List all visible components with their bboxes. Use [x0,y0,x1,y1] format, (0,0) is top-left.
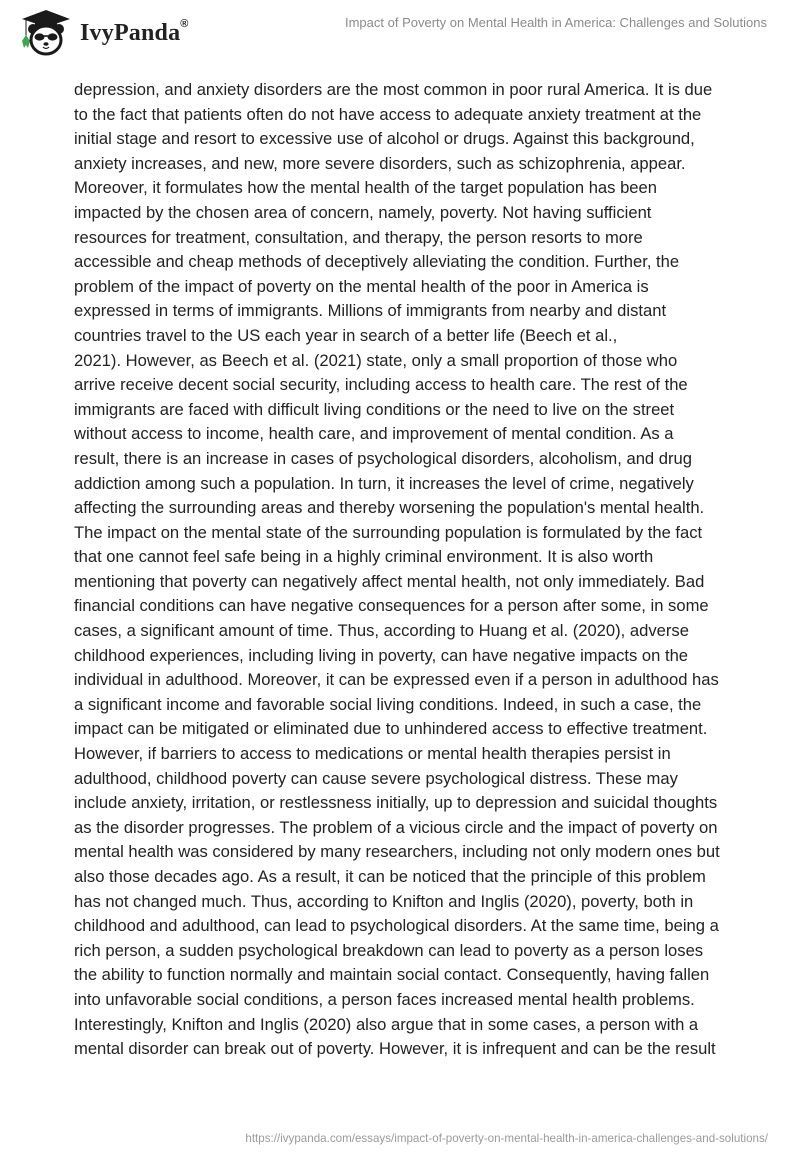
text-line: mental health was considered by many researchers, including not only modern ones but [74,842,720,862]
brand-logo[interactable] [18,8,189,56]
text-line: include anxiety, irritation, or restlessness initially, up to depression and suicidal thoughts [74,793,718,813]
text-line: The impact on the mental state of the surrounding population is formulated by the fact [74,522,703,542]
text-line: that one cannot feel safe being in a highly criminal environment. It is also worth [74,547,654,567]
text-line: childhood experiences, including living in poverty, can have negative impacts on the [74,645,689,665]
text-line: initial stage and resort to excessive use of alcohol or drugs. Against this background, [74,129,695,149]
text-line: problem of the impact of poverty on the mental health of the poor in America is [74,276,649,296]
text-line: without access to income, health care, and improvement of mental condition. As a [74,424,674,444]
text-line: accessible and cheap methods of deceptively alleviating the condition. Further, the [74,252,680,272]
text-line: result, there is an increase in cases of psychological disorders, alcoholism, and drug [74,448,692,468]
text-line: anxiety increases, and new, more severe disorders, such as schizophrenia, appear. [74,153,686,173]
text-line: Moreover, it formulates how the mental health of the target population has been [74,178,657,198]
text-line: impacted by the chosen area of concern, namely, poverty. Not having sufficient [74,202,652,222]
text-line: However, if barriers to access to medications or mental health therapies persist in [74,744,671,764]
text-line: cases, a significant amount of time. Thus, according to Huang et al. (2020), adverse [74,621,689,641]
document-title: Impact of Poverty on Mental Health in America: Challenges and Solutions [344,15,767,30]
text-line: impact can be mitigated or eliminated due to unhindered access to effective treatment. [74,719,708,739]
text-line: 2021). However, as Beech et al. (2021) state, only a small proportion of those who [74,350,678,370]
page-header [0,0,800,60]
text-line: immigrants are faced with difficult living conditions or the need to live on the street [74,399,675,419]
text-line: resources for treatment, consultation, and therapy, the person resorts to more [74,227,643,247]
registered-mark: ® [180,17,189,30]
essay-body [74,78,734,1062]
brand-name: IvyPanda® [80,17,189,46]
text-line: affecting the surrounding areas and thereby worsening the population's mental health. [74,498,705,518]
text-line: countries travel to the US each year in search of a better life (Beech et al., [74,325,618,345]
text-line: depression, and anxiety disorders are the most common in poor rural America. It is due [74,80,713,99]
text-line: rich person, a sudden psychological breakdown can lead to poverty as a person loses [74,940,704,960]
text-line: into unfavorable social conditions, a person faces increased mental health problems. [74,989,695,1009]
text-line: Interestingly, Knifton and Inglis (2020) also argue that in some cases, a person with a [74,1014,699,1034]
text-line: to the fact that patients often do not have access to adequate anxiety treatment at the [74,104,702,124]
text-line: a significant income and favorable social living conditions. Indeed, in such a case, the [74,694,702,714]
text-line: financial conditions can have negative consequences for a person after some, in some [74,596,709,616]
text-line: mental disorder can break out of poverty. However, it is infrequent and can be the result [74,1039,716,1059]
text-line: individual in adulthood. Moreover, it can be expressed even if a person in adulthood has [74,670,719,690]
text-line: childhood and adulthood, can lead to psychological disorders. At the same time, being a [74,916,719,936]
text-line: as the disorder progresses. The problem of a vicious circle and the impact of poverty on [74,817,718,837]
panda-graduate-icon [18,8,74,56]
text-line: the ability to function normally and maintain social contact. Consequently, having fallen [74,965,710,985]
text-line: addiction among such a population. In turn, it increases the level of crime, negatively [74,473,694,493]
text-line: also those decades ago. As a result, it can be noticed that the principle of this problem [74,867,706,886]
text-line: expressed in terms of immigrants. Millions of immigrants from nearby and distant [74,301,667,321]
text-line: arrive receive decent social security, including access to health care. The rest of the [74,375,688,395]
text-line: has not changed much. Thus, according to Knifton and Inglis (2020), poverty, both in [74,891,694,911]
text-line: adulthood, childhood poverty can cause severe psychological distress. These may [74,768,678,788]
text-line: mentioning that poverty can negatively affect mental health, not only immediately. Bad [74,571,705,591]
source-url[interactable]: https://ivypanda.com/essays/impact-of-poverty-on-mental-health-in-america-challenges-and-solutions/ [245,1132,768,1145]
